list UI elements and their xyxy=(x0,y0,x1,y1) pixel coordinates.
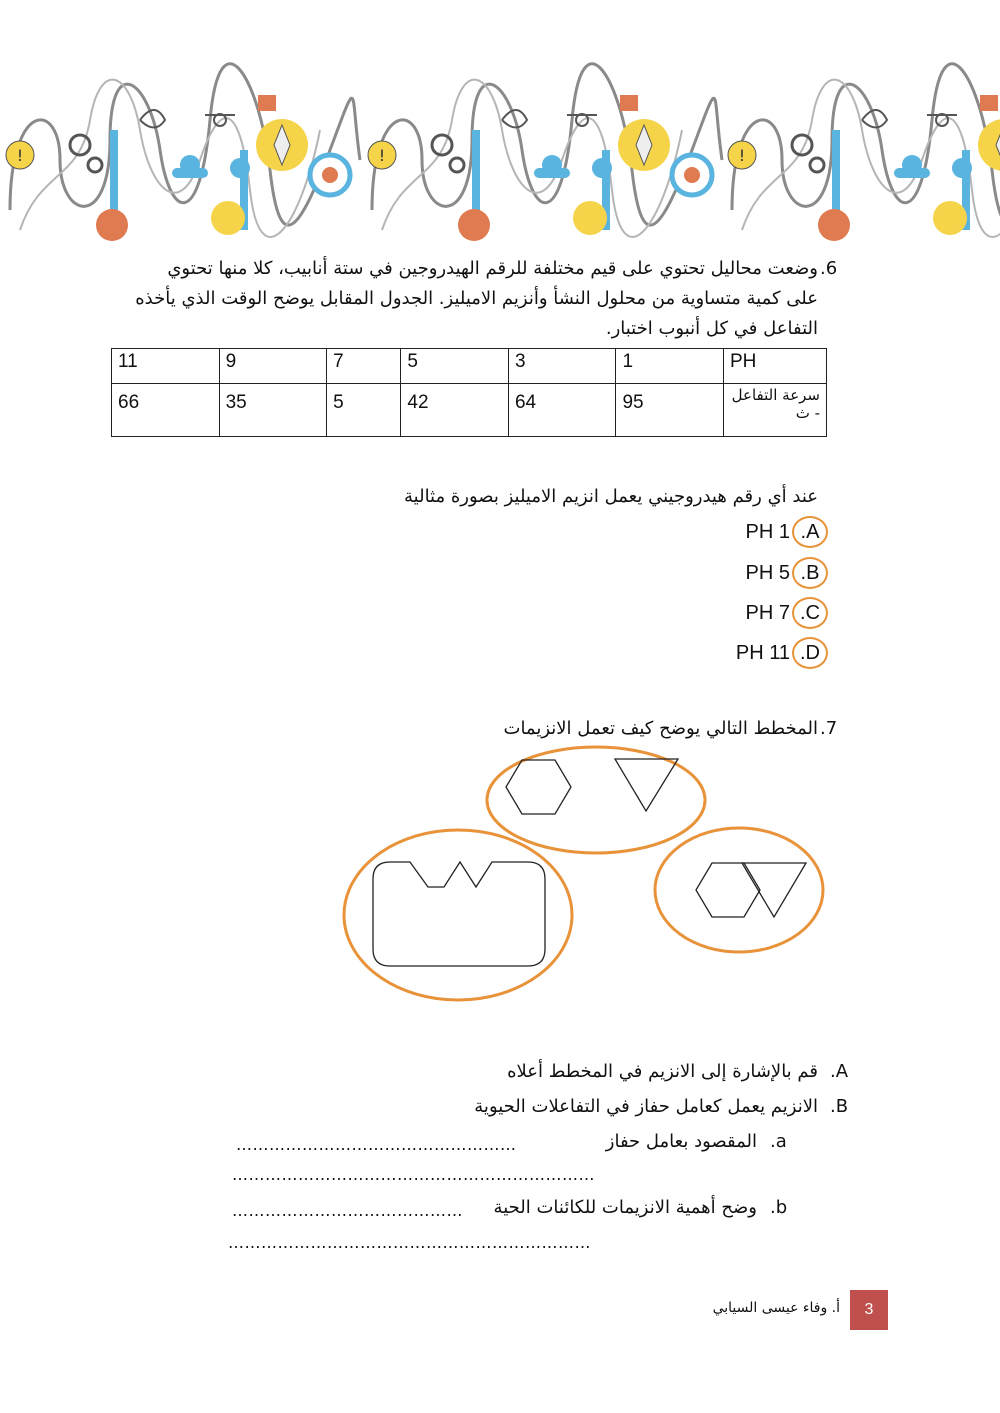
table-header-ph: PH xyxy=(724,349,827,384)
table-cell: 9 xyxy=(219,349,327,384)
decorative-science-banner xyxy=(0,60,1000,250)
option-b[interactable] xyxy=(746,557,828,589)
question-7-title: المخطط التالي يوضح كيف تعمل الانزيمات xyxy=(503,718,818,739)
question-6-line-1: وضعت محاليل تحتوي على قيم مختلفة للرقم الهيدروجين في ستة أنابيب، كلا منها تحتوي xyxy=(167,258,818,279)
enzyme-ellipse xyxy=(344,830,572,1000)
table-cell: 5 xyxy=(327,384,401,437)
part-b-text: الانزيم يعمل كعامل حفاز في التفاعلات الحيوية xyxy=(474,1096,818,1117)
option-a-text: PH 1 xyxy=(745,521,790,543)
sub-b-letter: .b xyxy=(770,1197,788,1218)
table-header-reaction-time: سرعة التفاعل - ث xyxy=(724,384,827,437)
table-cell: 3 xyxy=(508,349,616,384)
question-6-prompt: عند أي رقم هيدروجيني يعمل انزيم الاميليز بصورة مثالية xyxy=(404,486,818,507)
table-cell: 1 xyxy=(616,349,724,384)
table-cell: 35 xyxy=(219,384,327,437)
question-7-number: .7 xyxy=(820,718,838,739)
answer-line[interactable]: ………………………………………………………… xyxy=(228,1233,591,1252)
part-a-letter: .A xyxy=(830,1061,849,1082)
sub-a-text: المقصود بعامل حفاز xyxy=(605,1131,757,1152)
option-d[interactable] xyxy=(736,637,828,669)
complex-ellipse xyxy=(655,828,823,952)
table-row xyxy=(112,349,827,384)
triangle-substrate-shape xyxy=(615,759,678,811)
part-a-text: قم بالإشارة إلى الانزيم في المخطط أعلاه xyxy=(507,1061,818,1082)
sub-a-letter: .a xyxy=(770,1131,787,1152)
triangle-complex-shape xyxy=(742,863,806,917)
table-row xyxy=(112,384,827,437)
table-cell: 42 xyxy=(401,384,509,437)
answer-line[interactable]: …………………………………… xyxy=(232,1201,463,1220)
option-c[interactable] xyxy=(746,597,828,629)
question-6-line-2: على كمية متساوية من محلول النشأ وأنزيم الاميليز. الجدول المقابل يوضح الوقت الذي يأخذه xyxy=(135,288,818,309)
enzyme-diagram xyxy=(330,745,840,1010)
table-cell: 7 xyxy=(327,349,401,384)
page-number: 3 xyxy=(850,1290,888,1330)
option-d-text: PH 11 xyxy=(735,642,790,664)
table-cell: 11 xyxy=(112,349,220,384)
question-6-line-3: التفاعل في كل أنبوب اختبار. xyxy=(605,318,818,339)
option-b-text: PH 5 xyxy=(745,562,790,584)
answer-line[interactable]: ………………………………………………………… xyxy=(232,1165,595,1184)
ph-reaction-table xyxy=(111,348,827,437)
author-name: أ. وفاء عيسى السيابي xyxy=(712,1300,840,1316)
hexagon-complex-shape xyxy=(696,863,760,917)
option-c-text: PH 7 xyxy=(745,602,790,624)
table-cell: 66 xyxy=(112,384,220,437)
option-a[interactable] xyxy=(746,516,828,548)
table-cell: 64 xyxy=(508,384,616,437)
option-c-letter: .C xyxy=(792,597,828,629)
table-cell: 5 xyxy=(401,349,509,384)
option-b-letter: .B xyxy=(792,557,828,589)
table-cell: 95 xyxy=(616,384,724,437)
hexagon-substrate-shape xyxy=(506,760,571,814)
option-d-letter: .D xyxy=(792,637,828,669)
answer-line[interactable]: …………………………………………… xyxy=(236,1135,517,1154)
question-6-number: .6 xyxy=(820,258,838,279)
sub-b-text: وضح أهمية الانزيمات للكائنات الحية xyxy=(493,1197,757,1218)
enzyme-shape xyxy=(373,862,545,966)
part-b-letter: .B xyxy=(830,1096,849,1117)
option-a-letter: .A xyxy=(792,516,828,548)
